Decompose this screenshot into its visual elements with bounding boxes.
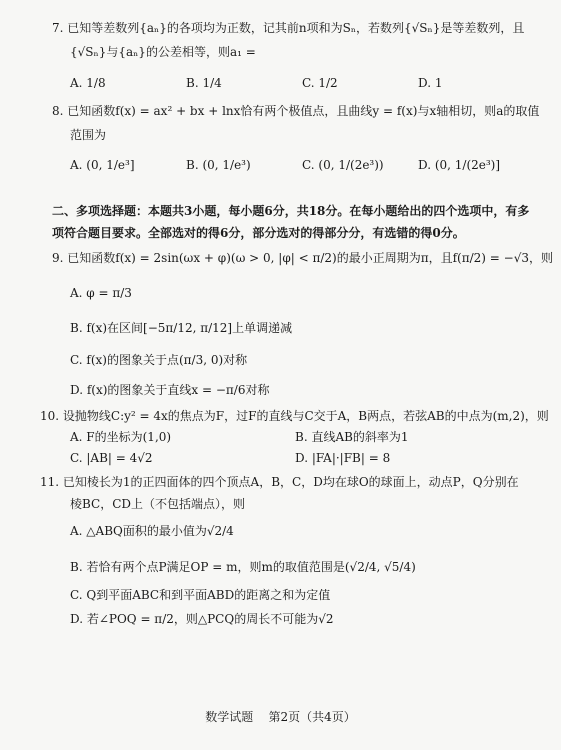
question-11-option-b: B. 若恰有两个点P满足OP = m，则m的取值范围是(√2/4, √5/4) [70,560,416,574]
option-c: C. |AB| = 4√2 [70,451,153,465]
question-8-options [70,158,540,172]
option-d: D. 1 [418,76,443,90]
question-7-stem: 7. 已知等差数列{aₙ}的各项均为正数，记其前n项和为Sₙ，若数列{√Sₙ}是等差数列，且 [52,21,525,35]
question-10-options-row1 [70,428,540,445]
option-b: B. 1/4 [186,76,222,90]
option-a: A. 1/8 [70,76,106,90]
option-c: C. 1/2 [302,76,338,90]
question-8-stem-cont: 范围为 [70,128,107,142]
question-10-options-row2 [70,451,540,465]
option-d: D. (0, 1/(2e³)] [418,158,501,172]
question-11-option-a: A. △ABQ面积的最小值为√2/4 [70,524,234,538]
question-8-stem: 8. 已知函数f(x) = ax² + bx + lnx恰有两个极值点，且曲线y = f(x)与x轴相切，则a的取值 [52,104,540,118]
section-2-heading-cont: 项符合题目要求。全部选对的得6分，部分选对的得部分分，有选错的得0分。 [52,226,465,240]
question-10-stem: 10. 设抛物线C:y² = 4x的焦点为F，过F的直线与C交于A，B两点，若弦AB的中点为(m,2)，则 [40,409,549,423]
question-9-stem: 9. 已知函数f(x) = 2sin(ωx + φ)(ω > 0, |φ| < π/2)的最小正周期为π，且f(π/2) = −√3，则 [52,251,553,265]
option-d: D. |FA|·|FB| = 8 [295,451,391,465]
question-9-option-a: A. φ = π/3 [70,286,132,300]
question-9-option-d: D. f(x)的图象关于直线x = −π/6对称 [70,383,270,397]
question-7-options [70,76,540,90]
option-b: B. (0, 1/e³) [186,158,251,172]
question-11-option-d: D. 若∠POQ = π/2，则△PCQ的周长不可能为√2 [70,612,334,626]
question-9-option-c: C. f(x)的图象关于点(π/3, 0)对称 [70,353,248,367]
question-7-stem-cont: {√Sₙ}与{aₙ}的公差相等，则a₁ = [70,45,256,59]
question-11-stem: 11. 已知棱长为1的正四面体的四个顶点A，B，C，D均在球O的球面上，动点P，Q分别在 [40,475,519,489]
section-2-heading: 二、多项选择题：本题共3小题，每小题6分，共18分。在每小题给出的四个选项中，有多 [52,204,530,218]
option-c: C. (0, 1/(2e³)) [302,158,384,172]
question-9-option-b: B. f(x)在区间[−5π/12, π/12]上单调递减 [70,321,293,335]
question-11-option-c: C. Q到平面ABC和到平面ABD的距离之和为定值 [70,588,331,602]
option-b: B. 直线AB的斜率为1 [295,430,409,444]
option-a: A. F的坐标为(1,0) [70,430,172,444]
question-11-stem-cont: 棱BC，CD上（不包括端点），则 [70,497,246,511]
page-footer: 数学试题 第2页（共4页） [205,710,356,724]
option-a: A. (0, 1/e³] [70,158,135,172]
